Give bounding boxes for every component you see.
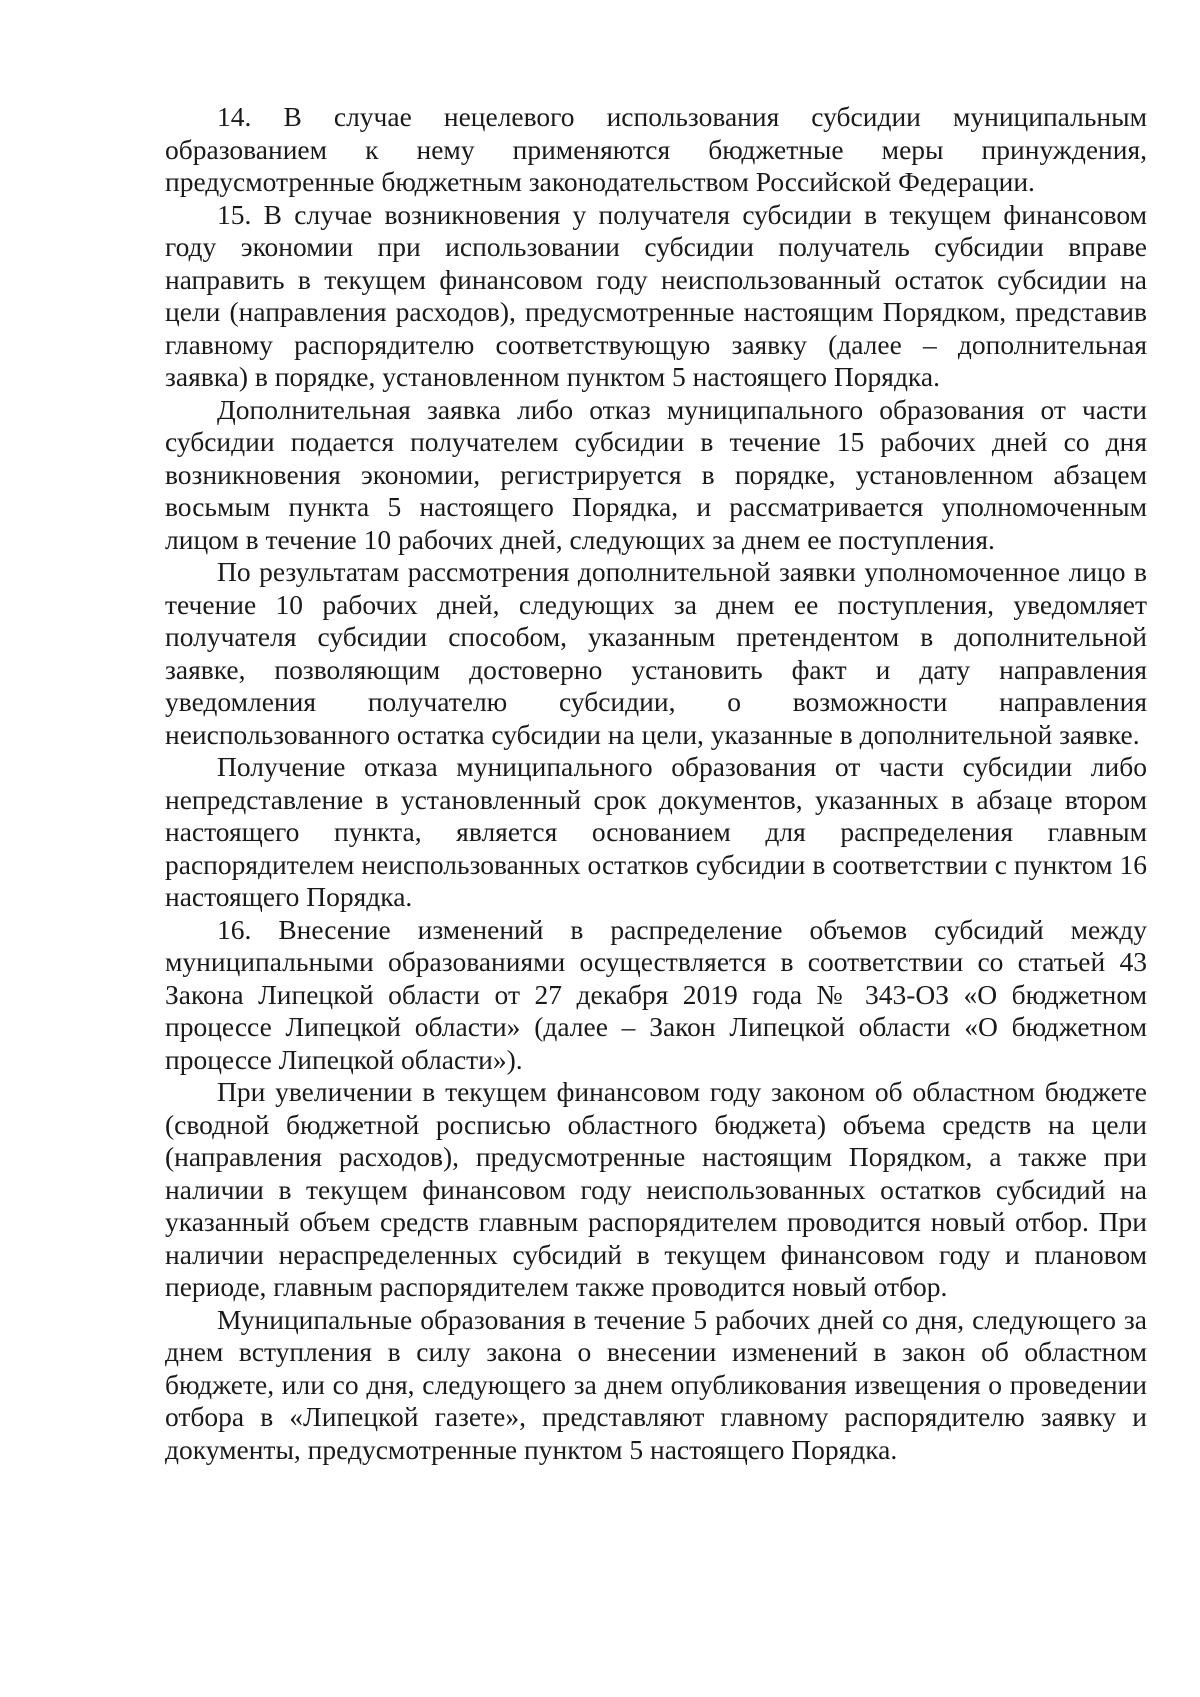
- paragraph-16: 16. Внесение изменений в распределение объемов субсидий между муниципальными образованиями осуществляется в соответствии со статьей 43 Закона Липецкой области от 27 декабря 2019 года № 343-ОЗ «О бюджетном процессе Липецкой области» (далее – Закон Липецкой области «О бюджетном процессе Липецкой области»).: [165, 913, 1147, 1075]
- paragraph-15-additional-request: Дополнительная заявка либо отказ муниципального образования от части субсидии подается получателем субсидии в течение 15 рабочих дней со дня возникновения экономии, регистрируется в порядке, установленном абзацем восьмым пункта 5 настоящего Порядка, и рассматривается уполномоченным лицом в течение 10 рабочих дней, следующих за днем ее поступления.: [165, 393, 1147, 555]
- paragraph-14: 14. В случае нецелевого использования субсидии муниципальным образованием к нему применяются бюджетные меры принуждения, предусмотренные бюджетным законодательством Российской Федерации.: [165, 101, 1147, 197]
- paragraph-15: 15. В случае возникновения у получателя субсидии в текущем финансовом году экономии при использовании субсидии получатель субсидии вправе направить в текущем финансовом году неиспользованный остаток субсидии на цели (направления расходов), предусмотренные настоящим Порядком, представив главному распорядителю соответствующую заявку (далее – дополнительная заявка) в порядке, установленном пунктом 5 настоящего Порядка.: [165, 198, 1147, 392]
- paragraph-15-review-results: По результатам рассмотрения дополнительной заявки уполномоченное лицо в течение 10 рабочих дней, следующих за днем ее поступления, уведомляет получателя субсидии способом, указанным претендентом в дополнительной заявке, позволяющим достоверно установить факт и дату направления уведомления получателю субсидии, о возможности направления неиспользованного остатка субсидии на цели, указанные в дополнительной заявке.: [165, 556, 1147, 750]
- paragraph-16-new-selection: При увеличении в текущем финансовом году законом об областном бюджете (сводной бюджетной росписью областного бюджета) объема средств на цели (направления расходов), предусмотренные настоящим Порядком, а также при наличии в текущем финансовом году неиспользованных остатков субсидий на указанный объем средств главным распорядителем проводится новый отбор. При наличии нераспределенных субсидий в текущем финансовом году и плановом периоде, главным распорядителем также проводится новый отбор.: [165, 1076, 1147, 1302]
- document-page: [165, 101, 1147, 1466]
- paragraph-16-municipal-submission: Муниципальные образования в течение 5 рабочих дней со дня, следующего за днем вступления в силу закона о внесении изменений в закон об областном бюджете, или со дня, следующего за днем опубликования извещения о проведении отбора в «Липецкой газете», представляют главному распорядителю заявку и документы, предусмотренные пунктом 5 настоящего Порядка.: [165, 1303, 1147, 1465]
- paragraph-15-refusal: Получение отказа муниципального образования от части субсидии либо непредставление в установленный срок документов, указанных в абзаце втором настоящего пункта, является основанием для распределения главным распорядителем неиспользованных остатков субсидии в соответствии с пунктом 16 настоящего Порядка.: [165, 751, 1147, 912]
